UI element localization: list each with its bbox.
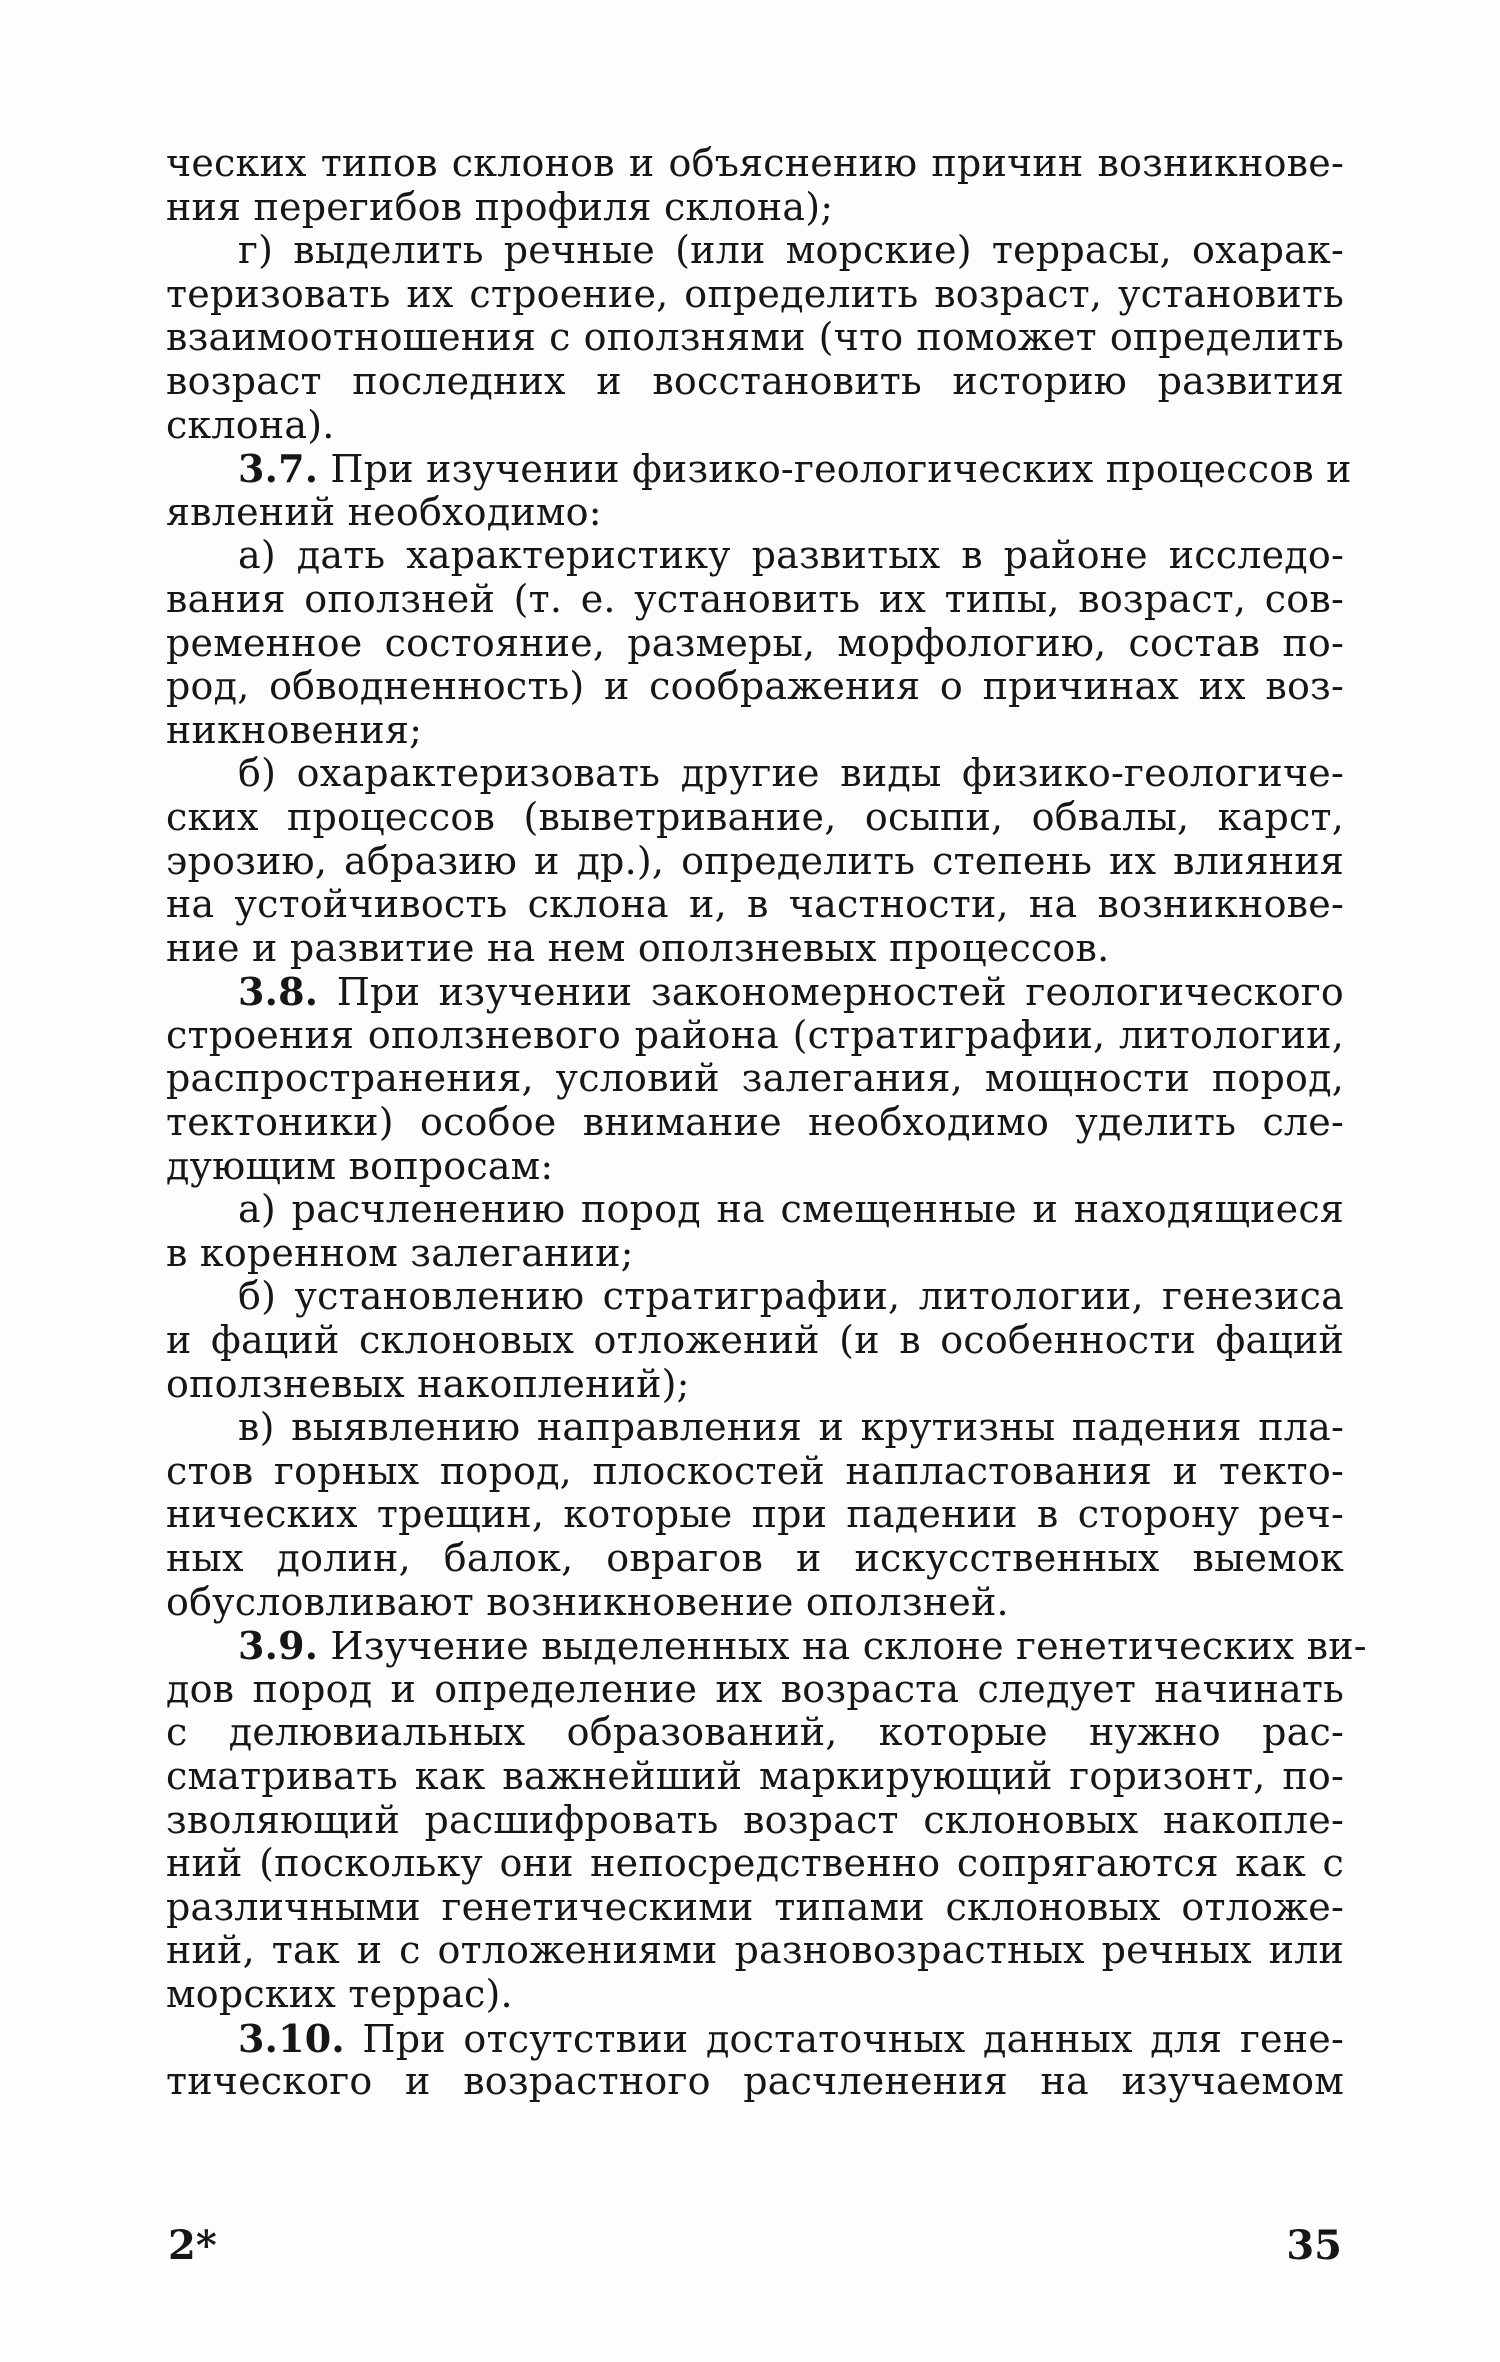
text-line: нических трещин, которые при падении в сторону реч- <box>166 1492 1344 1537</box>
text-line: склона). <box>166 402 335 447</box>
text-line: ние и развитие на нем оползневых процессов. <box>166 925 1110 970</box>
text-line: на устойчивость склона и, в частности, на возникнове- <box>166 882 1344 927</box>
page-number: 35 <box>1286 2222 1342 2269</box>
text-line: оползневых накоплений); <box>166 1361 690 1406</box>
text-line-content: При отсутствии достаточных данных для гене- <box>344 2016 1344 2061</box>
text-line <box>166 970 1344 1014</box>
text-line-content: При изучении закономерностей геологического <box>318 970 1344 1015</box>
text-line: с делювиальных образований, которые нужно рас- <box>166 1710 1344 1755</box>
text-line: ческих типов склонов и объяснению причин возникнове- <box>166 141 1344 185</box>
signature-mark: 2* <box>168 2222 217 2269</box>
text-line-content: Изучение выделенных на склоне генетических ви- <box>318 1624 1367 1669</box>
text-line: ременное состояние, размеры, морфологию, состав по- <box>166 620 1344 665</box>
text-line: род, обводненность) и соображения о причинах их воз- <box>166 664 1344 709</box>
text-line: теризовать их строение, определить возраст, установить <box>166 271 1344 316</box>
text-line: тического и возрастного расчленения на изучаемом <box>166 2059 1344 2104</box>
text-line: и фаций склоновых отложений (и в особенности фаций <box>166 1318 1344 1363</box>
text-line: эрозию, абразию и др.), определить степень их влияния <box>166 838 1344 883</box>
text-line: различными генетическими типами склоновых отложе- <box>166 1884 1344 1929</box>
text-line-content: При изучении физико-геологических процессов и <box>318 447 1352 492</box>
text-line: зволяющий расшифровать возраст склоновых накопле- <box>166 1797 1344 1842</box>
text-line: морских террас). <box>166 1971 513 2016</box>
text-line: дующим вопросам: <box>166 1143 554 1188</box>
text-line: явлений необходимо: <box>166 489 602 534</box>
text-line: взаимоотношения с оползнями (что поможет определить <box>166 315 1344 360</box>
text-line: ний, так и с отложениями разновозрастных речных или <box>166 1928 1344 1973</box>
text-line <box>166 1623 1367 1669</box>
text-line: г) выделить речные (или морские) террасы, охарак- <box>238 228 1344 273</box>
text-line: никновения; <box>166 707 423 752</box>
text-line: б) охарактеризовать другие виды физико-геологиче- <box>238 751 1344 796</box>
text-line: возраст последних и восстановить историю развития <box>166 358 1344 403</box>
text-line: в) выявлению направления и крутизны падения пла- <box>238 1405 1344 1450</box>
text-line: б) установлению стратиграфии, литологии, генезиса <box>238 1274 1344 1319</box>
text-line: а) расчленению пород на смещенные и находящиеся <box>238 1187 1344 1232</box>
text-line <box>166 446 1352 492</box>
text-line: тектоники) особое внимание необходимо уделить сле- <box>166 1100 1344 1145</box>
text-line: распространения, условий залегания, мощности пород, <box>166 1056 1344 1101</box>
text-line: в коренном залегании; <box>166 1230 634 1275</box>
text-line: стов горных пород, плоскостей напластования и текто- <box>166 1448 1344 1493</box>
text-line: строения оползневого района (стратиграфии, литологии, <box>166 1012 1344 1057</box>
text-line: сматривать как важнейший маркирующий горизонт, по- <box>166 1753 1344 1798</box>
section-number: 3.7. <box>238 446 319 492</box>
section-number: 3.10. <box>238 2015 345 2061</box>
text-line: ных долин, балок, оврагов и искусственных выемок <box>166 1536 1344 1580</box>
text-line: ний (поскольку они непосредственно сопрягаются как с <box>166 1841 1344 1886</box>
section-number: 3.9. <box>238 1623 319 1669</box>
section-number: 3.8. <box>238 969 319 1015</box>
text-line: обусловливают возникновение оползней. <box>166 1579 1009 1624</box>
text-line <box>166 2017 1344 2061</box>
text-line: дов пород и определение их возраста следует начинать <box>166 1666 1344 1711</box>
body-text <box>166 141 1367 2104</box>
text-line: а) дать характеристику развитых в районе исследо- <box>238 533 1344 578</box>
text-line: вания оползней (т. е. установить их типы, возраст, сов- <box>166 576 1344 621</box>
text-line: ских процессов (выветривание, осыпи, обвалы, карст, <box>166 794 1344 839</box>
text-line: ния перегибов профиля склона); <box>166 184 834 229</box>
